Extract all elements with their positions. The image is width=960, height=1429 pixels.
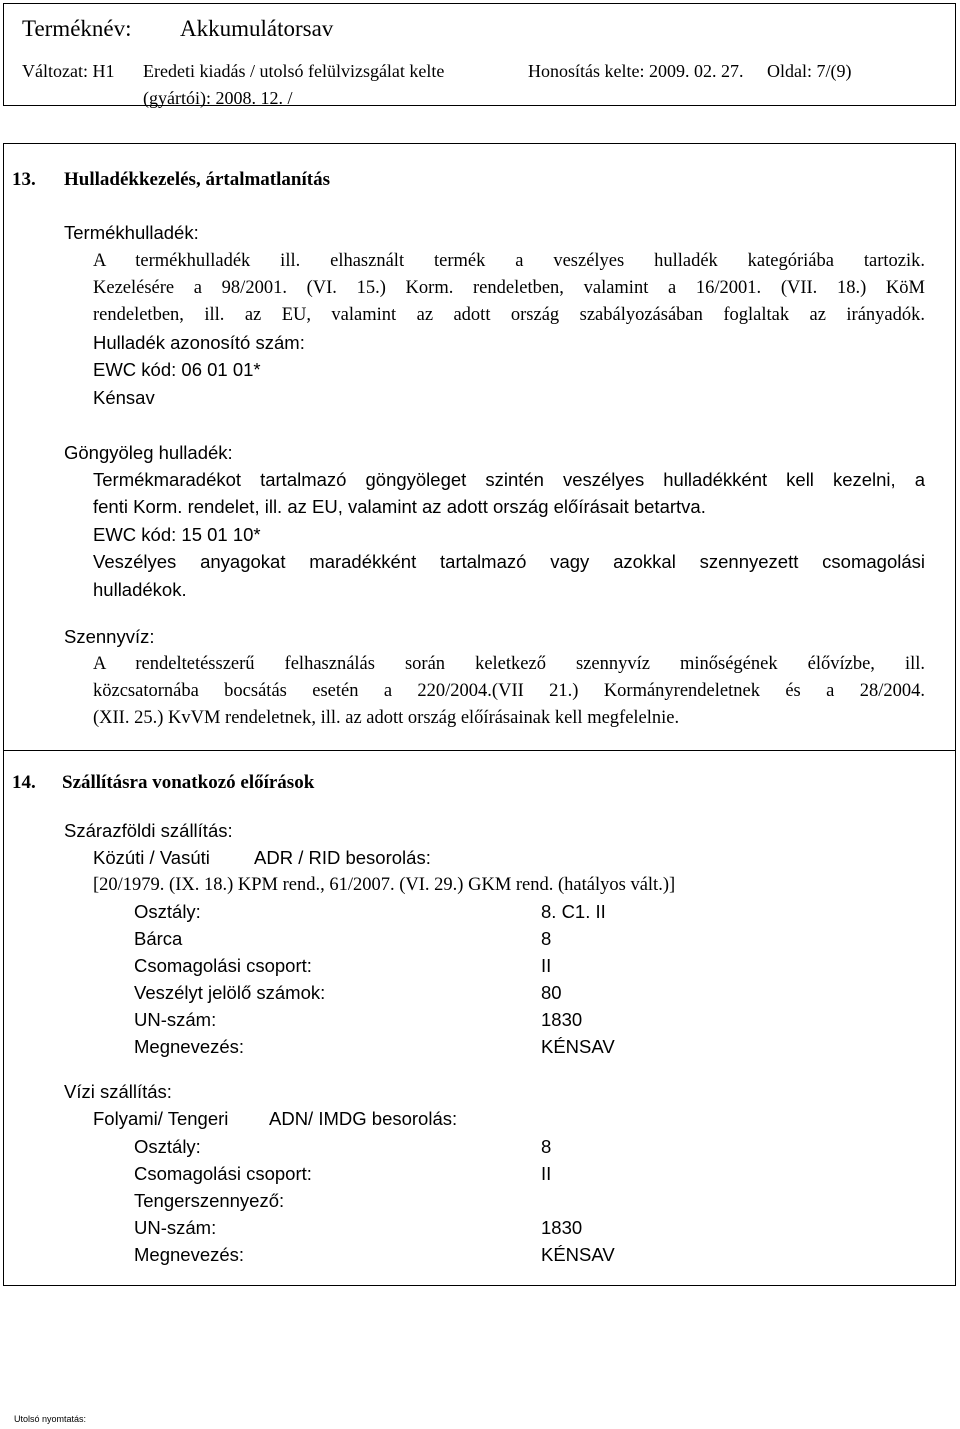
land-name-value: KÉNSAV xyxy=(541,1036,615,1057)
original-release-line-1: Eredeti kiadás / utolsó felülvizsgálat kelte xyxy=(143,61,445,81)
original-release-date xyxy=(143,58,444,112)
adr-rid-label: ADR / RID besorolás: xyxy=(254,847,431,868)
product-waste-line-2: Kezelésére a 98/2001. (VI. 15.) Korm. rendeletben, valamint a 16/2001. (VII. 18.) KöM xyxy=(93,278,925,298)
land-class-label: Osztály: xyxy=(134,901,201,922)
water-un-number-label: UN-szám: xyxy=(134,1217,217,1238)
water-name-label: Megnevezés: xyxy=(134,1244,245,1265)
last-print-footer: Utolsó nyomtatás: xyxy=(14,1414,87,1424)
water-class-value: 8 xyxy=(541,1136,552,1157)
product-title-row xyxy=(22,16,333,42)
land-un-number-label: UN-szám: xyxy=(134,1009,217,1030)
validation-date: Honosítás kelte: 2009. 02. 27. xyxy=(528,61,744,81)
wastewater-line-3: (XII. 25.) KvVM rendeletnek, ill. az adott ország előírásainak kell megfelelnie. xyxy=(93,708,680,728)
product-name: Akkumulátorsav xyxy=(180,16,334,41)
wastewater-line-2: közcsatornába bocsátás esetén a 220/2004.(VII 21.) Kormányrendeletnek és a 28/2004. xyxy=(93,681,925,701)
water-packing-group-label: Csomagolási csoport: xyxy=(134,1163,312,1184)
land-un-number-value: 1830 xyxy=(541,1009,583,1030)
land-class-value: 8. C1. II xyxy=(541,901,606,922)
water-transport-label: Vízi szállítás: xyxy=(64,1081,172,1102)
river-sea-label: Folyami/ Tengeri xyxy=(93,1108,229,1129)
ewc-code-1: EWC kód: 06 01 01* xyxy=(93,359,261,380)
product-name-label: Terméknév: xyxy=(22,16,132,41)
page-number: Oldal: 7/(9) xyxy=(767,61,852,81)
land-label-value: 8 xyxy=(541,928,552,949)
adn-imdg-label: ADN/ IMDG besorolás: xyxy=(269,1108,458,1129)
land-name-label: Megnevezés: xyxy=(134,1036,245,1057)
packaging-waste-line-1: Termékmaradékot tartalmazó göngyöleget szintén veszélyes hulladékként kell kezelni, a xyxy=(93,469,925,490)
packaging-desc-line-1: Veszélyes anyagokat maradékként tartalmazó vagy azokkal szennyezett csomagolási xyxy=(93,551,925,572)
regulation-text: [20/1979. (IX. 18.) KPM rend., 61/2007. (VI. 29.) GKM rend. (hatályos vált.)] xyxy=(93,875,676,895)
original-release-line-2: (gyártói): 2008. 12. / xyxy=(143,88,293,108)
water-marine-pollutant-label: Tengerszennyező: xyxy=(134,1190,285,1211)
ewc-code-2: EWC kód: 15 01 10* xyxy=(93,524,261,545)
waste-id-label: Hulladék azonosító szám: xyxy=(93,332,305,353)
product-waste-line-1: A termékhulladék ill. elhasznált termék a veszélyes hulladék kategóriába tartozik. xyxy=(93,251,925,271)
section-13-title: Hulladékkezelés, ártalmatlanítás xyxy=(64,169,330,190)
land-packing-group-value: II xyxy=(541,955,552,976)
section-14-title: Szállításra vonatkozó előírások xyxy=(62,772,315,793)
packaging-desc-line-2: hulladékok. xyxy=(93,579,187,600)
water-class-label: Osztály: xyxy=(134,1136,201,1157)
product-waste-label: Termékhulladék: xyxy=(64,222,199,243)
land-label-label: Bárca xyxy=(134,928,183,949)
section-divider xyxy=(4,750,955,751)
content-box xyxy=(3,143,956,1286)
ewc-name-1: Kénsav xyxy=(93,387,155,408)
packaging-waste-label: Göngyöleg hulladék: xyxy=(64,442,233,463)
road-rail-label: Közúti / Vasúti xyxy=(93,847,210,868)
version-label: Változat: H1 xyxy=(22,61,115,81)
land-packing-group-label: Csomagolási csoport: xyxy=(134,955,312,976)
water-name-value: KÉNSAV xyxy=(541,1244,615,1265)
land-transport-label: Szárazföldi szállítás: xyxy=(64,820,233,841)
section-14-number: 14. xyxy=(12,772,36,793)
water-un-number-value: 1830 xyxy=(541,1217,583,1238)
land-hazard-number-label: Veszélyt jelölő számok: xyxy=(134,982,326,1003)
section-13-number: 13. xyxy=(12,169,36,190)
wastewater-label: Szennyvíz: xyxy=(64,626,155,647)
water-packing-group-value: II xyxy=(541,1163,552,1184)
product-waste-line-3: rendeletben, ill. az EU, valamint az adott ország szabályozásában foglaltak az irányadók. xyxy=(93,305,925,325)
wastewater-line-1: A rendeltetésszerű felhasználás során keletkező szennyvíz minőségének élővízbe, ill. xyxy=(93,654,925,674)
land-hazard-number-value: 80 xyxy=(541,982,562,1003)
document-header xyxy=(3,3,956,106)
packaging-waste-line-2: fenti Korm. rendelet, ill. az EU, valamint az adott ország előírásait betartva. xyxy=(93,496,706,517)
